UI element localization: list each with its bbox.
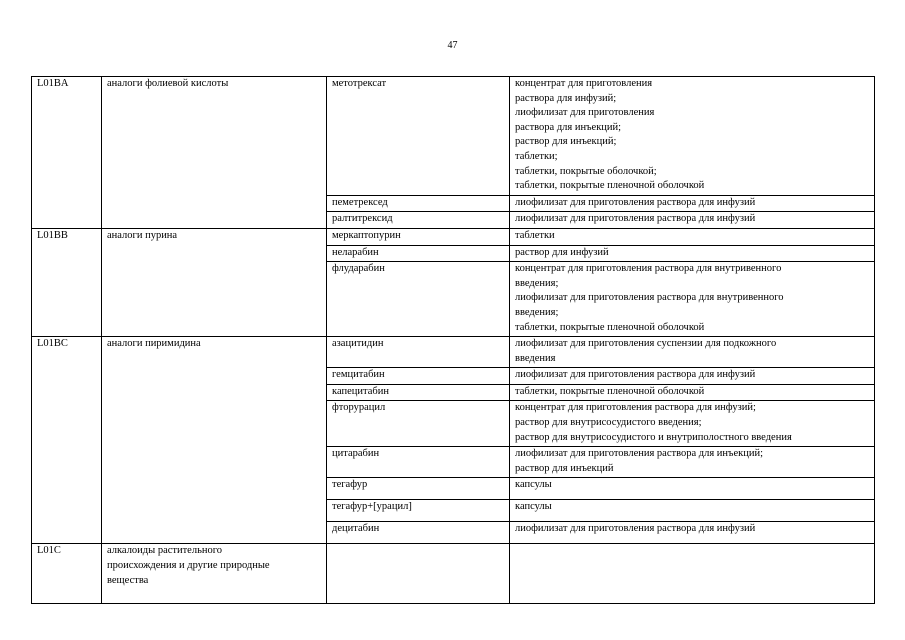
drug-name-cell xyxy=(327,544,510,604)
dosage-form-line: лиофилизат для приготовления раствора для инфузий xyxy=(515,213,756,225)
dosage-form-line: таблетки, покрытые пленочной оболочкой xyxy=(515,385,705,397)
drug-name-cell xyxy=(327,77,510,196)
table-row xyxy=(32,228,875,245)
drug-name: гемцитабин xyxy=(332,369,385,381)
atc-code: L01BA xyxy=(37,78,69,89)
atc-code: L01BB xyxy=(37,229,68,241)
drug-table xyxy=(31,76,875,604)
dosage-form-line: раствор для инъекций xyxy=(515,462,614,474)
drug-name-cell xyxy=(327,478,510,500)
group-cell xyxy=(102,228,327,336)
dosage-form-line: лиофилизат для приготовления xyxy=(515,107,655,119)
drug-name-cell xyxy=(327,212,510,229)
atc-code-cell xyxy=(32,228,102,336)
group-cell xyxy=(102,77,327,229)
dosage-form-line: лиофилизат для приготовления раствора для инфузий xyxy=(515,523,756,535)
dosage-form-cell xyxy=(510,228,875,245)
dosage-form-cell xyxy=(510,212,875,229)
table-row xyxy=(32,77,875,196)
drug-name: пеметрексед xyxy=(332,196,388,208)
drug-name: меркаптопурин xyxy=(332,229,401,241)
dosage-form-line: капсулы xyxy=(515,501,552,513)
drug-name: метотрексат xyxy=(332,78,387,89)
dosage-form-cell xyxy=(510,337,875,368)
dosage-form-line: раствор для внутрисосудистого и внутриполостного введения xyxy=(515,431,792,443)
group-cell xyxy=(102,337,327,544)
dosage-form-line: введения xyxy=(515,352,556,364)
dosage-form-line: раствор для инфузий xyxy=(515,246,609,258)
drug-name-cell xyxy=(327,368,510,385)
dosage-form-cell xyxy=(510,195,875,212)
drug-name: тегафур xyxy=(332,479,368,491)
drug-name-cell xyxy=(327,401,510,447)
drug-name: неларабин xyxy=(332,246,379,258)
dosage-form-cell xyxy=(510,368,875,385)
group-name-line: вещества xyxy=(107,574,149,586)
dosage-form-line: таблетки; xyxy=(515,150,558,162)
dosage-form-cell xyxy=(510,401,875,447)
dosage-form-cell xyxy=(510,522,875,544)
drug-name: капецитабин xyxy=(332,385,389,397)
drug-name: децитабин xyxy=(332,523,380,535)
dosage-form-line: капсулы xyxy=(515,479,552,491)
dosage-form-line: введения; xyxy=(515,306,559,318)
dosage-form-line: лиофилизат для приготовления суспензии для подкожного xyxy=(515,338,777,350)
drug-name-cell xyxy=(327,384,510,401)
drug-name-cell xyxy=(327,245,510,262)
group-name-line: аналоги пурина xyxy=(107,229,178,241)
dosage-form-line: таблетки, покрытые оболочкой; xyxy=(515,165,657,177)
drug-name-cell xyxy=(327,337,510,368)
table-row xyxy=(32,337,875,368)
dosage-form-line: лиофилизат для приготовления раствора для инфузий xyxy=(515,196,756,208)
dosage-form-line: введения; xyxy=(515,277,559,289)
drug-name-cell xyxy=(327,195,510,212)
drug-name-cell xyxy=(327,447,510,478)
group-cell xyxy=(102,544,327,604)
dosage-form-line: концентрат для приготовления раствора для инфузий; xyxy=(515,402,756,414)
dosage-form-cell xyxy=(510,384,875,401)
drug-name-cell xyxy=(327,228,510,245)
atc-code-cell xyxy=(32,77,102,229)
drug-name: флударабин xyxy=(332,263,385,275)
drug-name-cell xyxy=(327,262,510,337)
dosage-form-line: раствор для внутрисосудистого введения; xyxy=(515,417,702,429)
dosage-form-cell xyxy=(510,262,875,337)
drug-name: фторурацил xyxy=(332,402,386,414)
drug-name: ралтитрексид xyxy=(332,213,393,225)
dosage-form-cell xyxy=(510,447,875,478)
dosage-form-line: раствора для инъекций; xyxy=(515,121,622,133)
atc-code-cell xyxy=(32,337,102,544)
dosage-form-line: концентрат для приготовления раствора для внутривенного xyxy=(515,263,782,275)
drug-name-cell xyxy=(327,522,510,544)
drug-name: азацитидин xyxy=(332,338,384,350)
page-number: 47 xyxy=(447,40,458,51)
dosage-form-line: таблетки xyxy=(515,229,555,241)
group-name-line: аналоги фолиевой кислоты xyxy=(107,78,229,89)
dosage-form-cell xyxy=(510,544,875,604)
drug-name-cell xyxy=(327,500,510,522)
group-name-line: происхождения и другие природные xyxy=(107,560,270,572)
dosage-form-cell xyxy=(510,245,875,262)
dosage-form-cell xyxy=(510,77,875,196)
dosage-form-line: раствор для инъекций; xyxy=(515,136,617,148)
dosage-form-line: лиофилизат для приготовления раствора для внутривенного xyxy=(515,292,784,304)
dosage-form-line: лиофилизат для приготовления раствора для инъекций; xyxy=(515,448,764,460)
group-name-line: аналоги пиримидина xyxy=(107,338,201,350)
table-body xyxy=(32,77,875,604)
dosage-form-line: таблетки, покрытые пленочной оболочкой xyxy=(515,321,705,333)
dosage-form-line: таблетки, покрытые пленочной оболочкой xyxy=(515,180,705,192)
group-name-line: алкалоиды растительного xyxy=(107,545,223,557)
dosage-form-line: лиофилизат для приготовления раствора для инфузий xyxy=(515,369,756,381)
atc-code: L01C xyxy=(37,545,61,557)
dosage-form-cell xyxy=(510,478,875,500)
table-row xyxy=(32,544,875,604)
atc-code-cell xyxy=(32,544,102,604)
dosage-form-cell xyxy=(510,500,875,522)
drug-name: цитарабин xyxy=(332,448,380,460)
atc-code: L01BC xyxy=(37,338,68,350)
drug-name: тегафур+[урацил] xyxy=(332,501,412,513)
dosage-form-line: концентрат для приготовления xyxy=(515,78,653,89)
dosage-form-line: раствора для инфузий; xyxy=(515,92,617,104)
